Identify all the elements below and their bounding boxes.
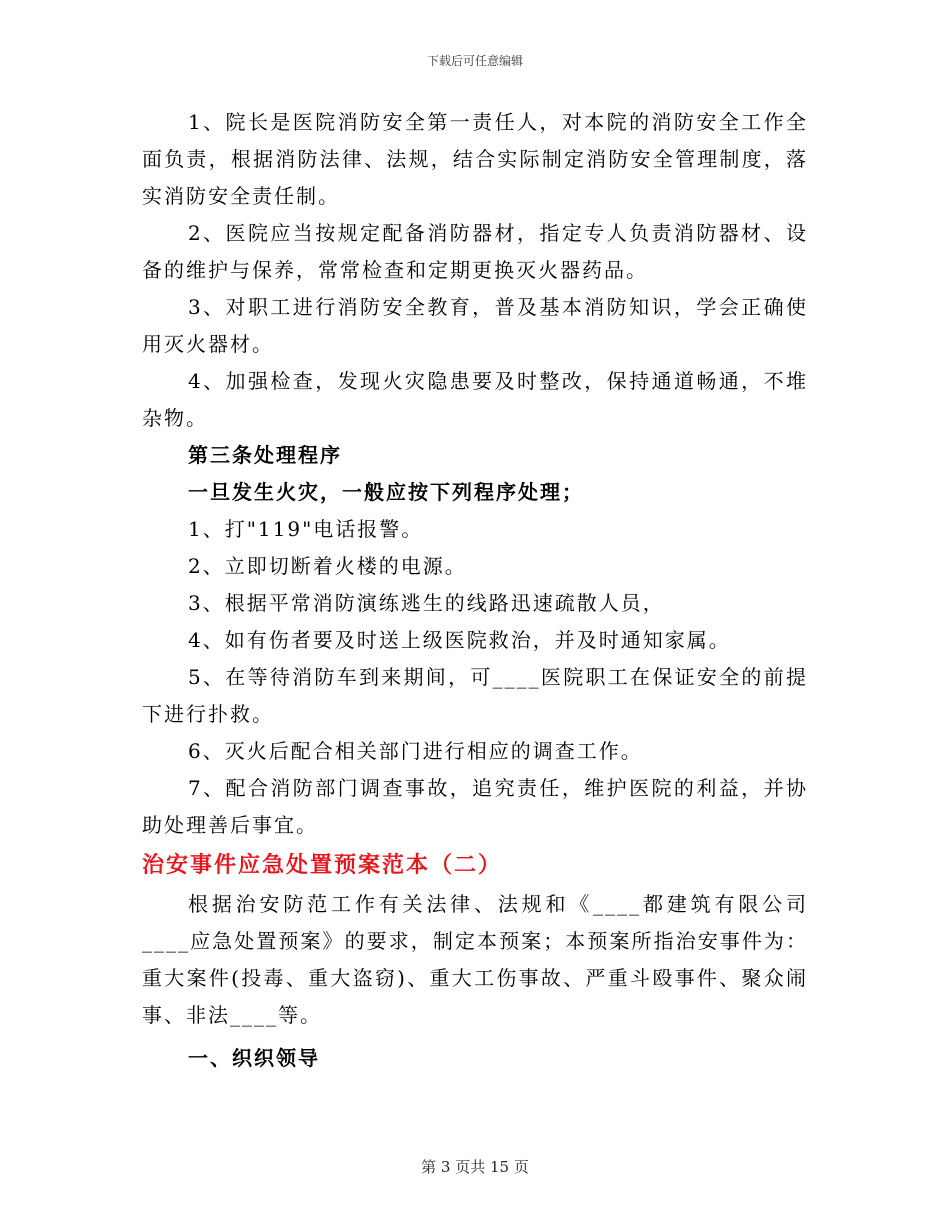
list-item: 6、灭火后配合相关部门进行相应的调查工作。 bbox=[188, 739, 643, 763]
list-item: 5、在等待消防车到来期间，可____医院职工在保证安全的前提下进行扑救。 bbox=[142, 665, 808, 726]
paragraph: 根据治安防范工作有关法律、法规和《____都建筑有限公司____应急处置预案》的要求，制定本预案；本预案所指治安事件为：重大案件(投毒、重大盗窃)、重大工伤事故、严重斗殴事件、聚众闹事、非法____等。 bbox=[142, 892, 808, 1027]
page-header: 下载后可任意编辑 bbox=[426, 54, 523, 68]
paragraph: 3、对职工进行消防安全教育，普及基本消防知识，学会正确使用灭火器材。 bbox=[142, 295, 808, 356]
paragraph: 2、医院应当按规定配备消防器材，指定专人负责消防器材、设备的维护与保养，常常检查和定期更换灭火器药品。 bbox=[142, 221, 808, 282]
list-item: 4、如有伤者要及时送上级医院救治，并及时通知家属。 bbox=[188, 628, 731, 652]
list-item: 2、立即切断着火楼的电源。 bbox=[188, 554, 467, 578]
section-heading: 第三条处理程序 bbox=[188, 443, 342, 467]
paragraph: 1、院长是医院消防安全第一责任人，对本院的消防安全工作全面负责，根据消防法律、法规，结合实际制定消防安全管理制度，落实消防安全责任制。 bbox=[142, 110, 808, 208]
paragraph: 4、加强检查，发现火灾隐患要及时整改，保持通道畅通，不堆杂物。 bbox=[142, 369, 808, 430]
document-body bbox=[142, 104, 808, 1077]
list-item: 3、根据平常消防演练逃生的线路迅速疏散人员， bbox=[188, 591, 665, 615]
page-footer: 第 3 页共 15 页 bbox=[421, 1158, 529, 1176]
list-item: 7、配合消防部门调查事故，追究责任，维护医院的利益，并协助处理善后事宜。 bbox=[142, 776, 808, 837]
section-heading: 一、织织领导 bbox=[188, 1046, 320, 1070]
list-item: 1、打"119"电话报警。 bbox=[188, 517, 424, 541]
section-intro: 一旦发生火灾，一般应按下列程序处理； bbox=[188, 480, 584, 504]
document-title: 治安事件应急处置预案范本（二） bbox=[142, 852, 503, 878]
